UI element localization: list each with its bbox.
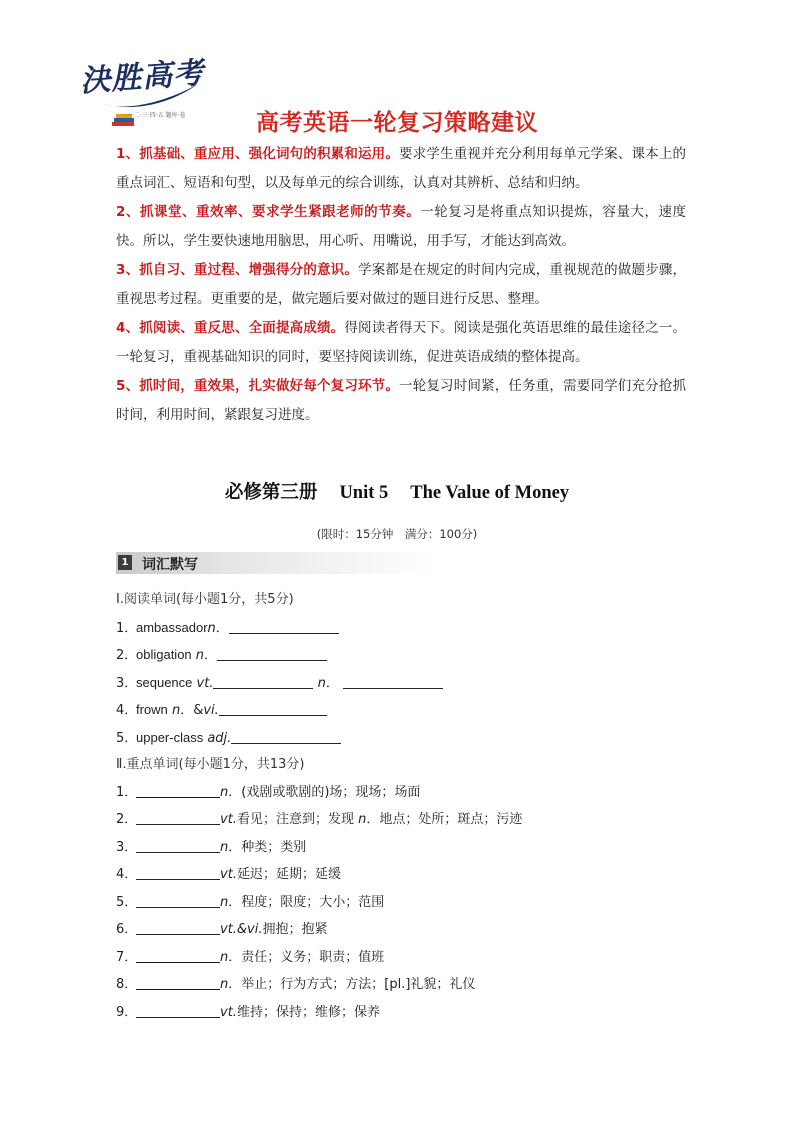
item-word: obligation: [136, 647, 192, 662]
list-item: [116, 834, 676, 862]
tip-body: 要求学生重视并充分利用每单元学案、课本上的重点词汇、短语和句型，以及每单元的综合训练，认真对其辨析、总结和归纳。: [116, 146, 686, 191]
answer-blank[interactable]: [229, 619, 339, 634]
item-number: 4．: [116, 703, 138, 718]
section-number: 1: [118, 555, 132, 570]
strategy-tips: [116, 140, 686, 430]
item-dot: ．: [215, 620, 229, 636]
answer-blank[interactable]: [136, 838, 220, 853]
answer-blank[interactable]: [136, 893, 220, 908]
item-number: 3．: [116, 675, 138, 691]
logo-subtitle: 一·二·三·四·五 题库·卷: [126, 112, 186, 119]
item-word: frown: [136, 702, 168, 717]
unit-number: Unit 5: [339, 483, 389, 503]
item-number: 1．: [116, 784, 138, 800]
list-item: [116, 861, 676, 889]
list-item: [116, 779, 676, 807]
list-item: [116, 806, 676, 834]
tip-body: 学案都是在规定的时间内完成，重视规范的做题步骤，重视思考过程。更重要的是，做完题后要对做过的题目进行反思、整理。: [116, 262, 686, 307]
item-meaning: 看见；注意到；发现: [236, 812, 354, 827]
item-dot: ．: [325, 675, 339, 691]
tip-body: 一轮复习是将重点知识提炼，容量大，速度快。所以，学生要快速地用脑思，用心听、用嘴说，用手写，才能达到高效。: [116, 204, 687, 249]
item-pos-b: vi.: [203, 703, 219, 718]
item-pos: n: [220, 894, 229, 910]
answer-blank-2[interactable]: [343, 674, 443, 689]
answer-blank[interactable]: [136, 1003, 220, 1018]
item-word: sequence: [136, 674, 193, 690]
answer-blank[interactable]: [136, 783, 220, 798]
item-pos: n: [207, 620, 216, 636]
item-meaning: 延迟；延期；延缓: [236, 867, 341, 882]
tip-highlight: 2、抓课堂、重效率、要求学生紧跟老师的节奏。: [116, 204, 421, 220]
item-meaning-2: ．地点；处所；斑点；污迹: [366, 812, 523, 827]
answer-blank[interactable]: [136, 920, 220, 935]
item-mid: ．&: [180, 703, 204, 718]
vocab-exercises: [116, 586, 676, 1026]
item-number: 6．: [116, 922, 138, 937]
answer-blank[interactable]: [136, 975, 220, 990]
item-pos: n: [220, 784, 229, 800]
item-pos: vt.&vi.: [220, 922, 263, 937]
list-item: [116, 916, 676, 944]
item-dot: ．: [204, 648, 218, 663]
part1-title: Ⅰ.阅读单词(每小题1分，共5分): [116, 592, 294, 607]
page-title: 高考英语一轮复习策略建议: [256, 110, 538, 136]
unit-name: The Value of Money: [410, 483, 570, 503]
item-meaning: 拥抱；抱紧: [262, 922, 328, 937]
item-pos: vt.: [220, 1004, 237, 1020]
tip-body: 一轮复习时间紧，任务重，需要同学们充分抢抓时间，利用时间，紧跟复习进度。: [116, 378, 686, 423]
unit-book: 必修第三册: [224, 483, 318, 503]
item-number: 3．: [116, 839, 138, 855]
tip-2: [116, 198, 686, 256]
item-number: 7．: [116, 949, 138, 965]
item-word: ambassador: [136, 619, 208, 635]
tip-highlight: 3、抓自习、重过程、增强得分的意识。: [116, 262, 359, 278]
item-meaning: ．(戏剧或歌剧的)场；现场；场面: [228, 784, 421, 800]
answer-blank[interactable]: [219, 701, 327, 716]
item-pos-2: n: [358, 812, 367, 827]
tip-5: [116, 372, 686, 430]
item-number: 2．: [116, 648, 138, 663]
item-number: 5．: [116, 730, 138, 746]
item-number: 2．: [116, 812, 138, 827]
item-meaning: ．种类；类别: [228, 839, 307, 855]
unit-title: [0, 478, 794, 504]
item-number: 1．: [116, 620, 138, 636]
item-meaning: ．举止；行为方式；方法；[pl.]礼貌；礼仪: [228, 977, 476, 992]
item-number: 9．: [116, 1004, 138, 1020]
tip-1: [116, 140, 686, 198]
section-label: 词汇默写: [142, 557, 198, 573]
list-item: [116, 999, 676, 1027]
answer-blank[interactable]: [136, 865, 220, 880]
list-item: [116, 724, 676, 752]
list-item: [116, 889, 676, 917]
list-item: [116, 669, 676, 697]
item-number: 8．: [116, 977, 138, 992]
item-pos: vt.: [220, 867, 237, 882]
item-pos: adj.: [207, 730, 232, 746]
answer-blank[interactable]: [217, 646, 327, 661]
tip-body: 得阅读者得天下。阅读是强化英语思维的最佳途径之一。一轮复习，重视基础知识的同时，要坚持阅读训练，促进英语成绩的整体提高。: [116, 320, 686, 365]
answer-blank[interactable]: [136, 810, 220, 825]
tip-4: [116, 314, 686, 372]
list-item: [116, 641, 676, 669]
answer-blank[interactable]: [213, 674, 313, 689]
item-pos: vt.: [220, 812, 237, 827]
item-pos: vt.: [196, 675, 214, 691]
answer-blank[interactable]: [136, 948, 220, 963]
item-pos: n: [220, 839, 229, 855]
time-limit: (限时：15分钟 满分：100分): [316, 527, 478, 541]
item-number: 5．: [116, 894, 138, 910]
tip-highlight: 4、抓阅读、重反思、全面提高成绩。: [116, 320, 345, 336]
list-item: [116, 696, 676, 724]
answer-blank[interactable]: [231, 729, 341, 744]
item-pos: n: [220, 949, 229, 965]
tip-3: [116, 256, 686, 314]
section-header: [116, 552, 436, 574]
item-pos: n: [220, 977, 229, 992]
item-word: upper-class: [136, 729, 204, 745]
list-item: [116, 614, 676, 642]
item-pos: n: [195, 648, 205, 663]
item-pos-2: n: [317, 675, 326, 691]
list-item: [116, 944, 676, 972]
part2-title: Ⅱ.重点单词(每小题1分，共13分): [116, 757, 305, 772]
item-number: 4．: [116, 867, 138, 882]
tip-highlight: 5、抓时间，重效果，扎实做好每个复习环节。: [116, 378, 400, 394]
logo-text: 決胜高考: [79, 55, 206, 100]
item-meaning: ．责任；义务；职责；值班: [228, 949, 385, 965]
tip-highlight: 1、抓基础、重应用、强化词句的积累和运用。: [116, 146, 400, 162]
item-meaning: 维持；保持；维修；保养: [236, 1004, 380, 1020]
list-item: [116, 971, 676, 999]
item-pos: n: [171, 703, 181, 718]
item-meaning: ．程度；限度；大小；范围: [228, 894, 385, 910]
